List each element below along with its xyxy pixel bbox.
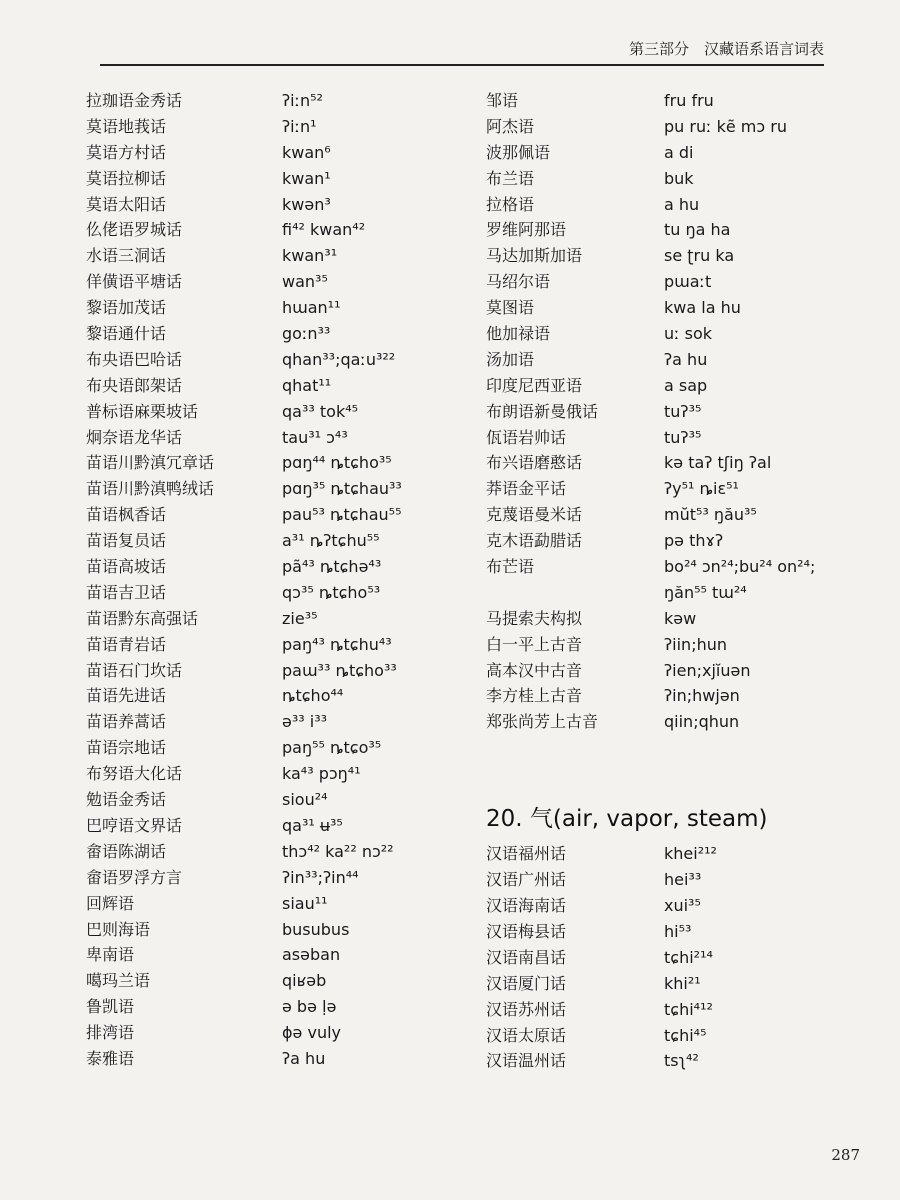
running-header bbox=[100, 30, 824, 66]
word-form: pau⁵³ ȵtɕhau⁵⁵ bbox=[282, 505, 402, 525]
language-name: 水语三洞话 bbox=[86, 246, 167, 266]
entry-row bbox=[86, 606, 466, 632]
word-form: siau¹¹ bbox=[282, 893, 328, 913]
word-form: tuʔ³⁵ bbox=[664, 401, 702, 421]
entry-row bbox=[86, 813, 466, 839]
entry-row bbox=[86, 580, 466, 606]
language-name: 布兴语磨憨话 bbox=[486, 453, 583, 473]
entry-row bbox=[86, 942, 466, 968]
word-form: ʔa hu bbox=[664, 349, 708, 369]
language-name: 佤语岩帅话 bbox=[486, 427, 567, 447]
language-name: 布努语大化话 bbox=[86, 764, 183, 784]
entry-row bbox=[486, 919, 866, 945]
entry-row bbox=[486, 945, 866, 971]
word-form: ʔin³³;ʔin⁴⁴ bbox=[282, 867, 359, 887]
word-form: uː sok bbox=[664, 324, 713, 344]
entry-row bbox=[486, 1023, 866, 1049]
entry-row bbox=[86, 839, 466, 865]
word-form: wan³⁵ bbox=[282, 272, 328, 292]
word-form: siou²⁴ bbox=[282, 790, 328, 810]
entry-row bbox=[486, 450, 866, 476]
entry-row bbox=[86, 88, 466, 114]
word-form: hi⁵³ bbox=[664, 921, 692, 941]
entry-row bbox=[486, 867, 866, 893]
word-form: kwan¹ bbox=[282, 168, 331, 188]
word-form: qhan³³;qaːu³²² bbox=[282, 349, 396, 369]
entry-row bbox=[486, 893, 866, 919]
language-name: 高本汉中古音 bbox=[486, 660, 583, 680]
entry-row bbox=[486, 425, 866, 451]
language-name: 苗语川黔滇鸭绒话 bbox=[86, 479, 215, 499]
word-form: tau³¹ ɔ⁴³ bbox=[282, 427, 348, 447]
word-form: a sap bbox=[664, 375, 708, 395]
language-name: 拉格语 bbox=[486, 194, 535, 214]
language-name: 苗语青岩话 bbox=[86, 634, 167, 654]
language-name: 莫语太阳话 bbox=[86, 194, 167, 214]
word-form: a hu bbox=[664, 194, 700, 214]
word-form: qɔ³⁵ ȵtɕho⁵³ bbox=[282, 582, 381, 602]
language-name: 汉语苏州话 bbox=[486, 999, 567, 1019]
language-name: 巴哼语文界话 bbox=[86, 815, 183, 835]
language-name: 鲁凯语 bbox=[86, 997, 135, 1017]
entry-row bbox=[86, 321, 466, 347]
entry-row bbox=[486, 1048, 866, 1074]
language-name: 排湾语 bbox=[86, 1023, 135, 1043]
entry-row bbox=[86, 192, 466, 218]
entry-row bbox=[86, 269, 466, 295]
language-name: 苗语川黔滇冗章话 bbox=[86, 453, 215, 473]
entry-row bbox=[86, 114, 466, 140]
language-name: 布芒语 bbox=[486, 557, 535, 577]
language-name: 克蔑语曼米话 bbox=[486, 505, 583, 525]
language-name: 苗语宗地话 bbox=[86, 738, 167, 758]
language-name: 布兰语 bbox=[486, 168, 535, 188]
word-form: pə thɤʔ bbox=[664, 531, 724, 551]
word-form: kwən³ bbox=[282, 194, 331, 214]
section-title: 20. 气(air, vapor, steam) bbox=[486, 806, 768, 833]
language-name: 莫语方村话 bbox=[86, 142, 167, 162]
entry-row bbox=[486, 658, 866, 684]
entry-row bbox=[86, 347, 466, 373]
word-form: khi²¹ bbox=[664, 973, 701, 993]
word-form: qhat¹¹ bbox=[282, 375, 332, 395]
word-form: ə bə ḷə bbox=[282, 997, 337, 1017]
entry-row bbox=[86, 1046, 466, 1072]
entry-row bbox=[486, 243, 866, 269]
language-name: 汉语海南话 bbox=[486, 896, 567, 916]
language-name: 拉珈语金秀话 bbox=[86, 91, 183, 110]
word-form: kəw bbox=[664, 608, 697, 628]
word-form: ʔiːn¹ bbox=[282, 116, 317, 136]
word-form: pɑŋ³⁵ ȵtɕhau³³ bbox=[282, 479, 402, 499]
entry-row bbox=[486, 709, 866, 735]
entry-row bbox=[86, 761, 466, 787]
language-name: 苗语枫香话 bbox=[86, 505, 167, 525]
word-form: khei²¹² bbox=[664, 844, 717, 864]
language-name: 汉语太原话 bbox=[486, 1025, 567, 1045]
entry-row bbox=[486, 632, 866, 658]
word-form: qiin;qhun bbox=[664, 712, 740, 732]
word-form: asəban bbox=[282, 945, 341, 965]
word-form: paŋ⁵⁵ ȵtɕo³⁵ bbox=[282, 738, 382, 758]
language-name: 李方桂上古音 bbox=[486, 686, 583, 706]
entry-row bbox=[486, 476, 866, 502]
word-form: kwan³¹ bbox=[282, 246, 338, 266]
word-form: ɸə vuly bbox=[282, 1023, 342, 1043]
word-form: kwan⁶ bbox=[282, 142, 331, 162]
language-name: 炯奈语龙华话 bbox=[86, 427, 183, 447]
entry-row bbox=[486, 347, 866, 373]
entry-row bbox=[86, 891, 466, 917]
word-form: ka⁴³ pɔŋ⁴¹ bbox=[282, 764, 361, 784]
entry-row bbox=[486, 140, 866, 166]
page-number: 287 bbox=[831, 1146, 860, 1164]
word-form: ŋăn⁵⁵ tɯ²⁴ bbox=[664, 582, 747, 602]
language-name: 苗语先进话 bbox=[86, 686, 167, 706]
word-form: buk bbox=[664, 168, 694, 188]
word-form: tɕhi²¹⁴ bbox=[664, 947, 713, 967]
entry-row bbox=[486, 528, 866, 554]
entry-row bbox=[86, 994, 466, 1020]
header-rule bbox=[100, 64, 824, 66]
word-form: pu ruː kẽ mɔ ru bbox=[664, 116, 787, 136]
right-column bbox=[486, 88, 866, 1074]
language-name: 苗语黔东高强话 bbox=[86, 608, 199, 628]
entry-row bbox=[86, 166, 466, 192]
word-form: zie³⁵ bbox=[282, 608, 318, 628]
word-form: tu ŋa ha bbox=[664, 220, 731, 240]
word-form: a³¹ ȵʔtɕhu⁵⁵ bbox=[282, 531, 380, 551]
entry-row bbox=[486, 217, 866, 243]
entry-row bbox=[486, 971, 866, 997]
entry-row bbox=[486, 554, 866, 580]
language-name: 马达加斯加语 bbox=[486, 246, 583, 266]
word-form: fi⁴² kwan⁴² bbox=[282, 220, 366, 240]
entry-row bbox=[86, 450, 466, 476]
entry-row bbox=[486, 269, 866, 295]
entry-row bbox=[86, 917, 466, 943]
entry-row bbox=[86, 1020, 466, 1046]
entry-row bbox=[86, 865, 466, 891]
word-form: kə taʔ tʃiŋ ʔal bbox=[664, 453, 772, 473]
word-form: tɕhi⁴¹² bbox=[664, 999, 713, 1019]
language-name: 马绍尔语 bbox=[486, 272, 551, 292]
language-name: 汉语福州话 bbox=[486, 844, 567, 864]
word-form: pã⁴³ ȵtɕhə⁴³ bbox=[282, 557, 382, 577]
entry-row bbox=[486, 606, 866, 632]
entry-row bbox=[86, 399, 466, 425]
language-name: 汉语广州话 bbox=[486, 870, 567, 890]
language-name: 黎语通什话 bbox=[86, 324, 167, 344]
word-form: hɯan¹¹ bbox=[282, 298, 341, 318]
entry-row bbox=[86, 295, 466, 321]
language-name: 苗语高坡话 bbox=[86, 557, 167, 577]
language-name: 汉语南昌话 bbox=[486, 947, 567, 967]
word-form: mŭt⁵³ ŋău³⁵ bbox=[664, 505, 757, 525]
entry-row bbox=[486, 841, 866, 867]
language-name: 莽语金平话 bbox=[486, 479, 567, 499]
entry-row bbox=[86, 968, 466, 994]
word-form: ʔa hu bbox=[282, 1048, 326, 1068]
entry-row bbox=[86, 709, 466, 735]
entry-row bbox=[86, 425, 466, 451]
entry-row bbox=[486, 295, 866, 321]
entry-row bbox=[486, 399, 866, 425]
language-name: 仫佬语罗城话 bbox=[86, 220, 183, 240]
entry-row bbox=[86, 528, 466, 554]
word-form: paɯ³³ ȵtɕho³³ bbox=[282, 660, 397, 680]
word-form: tuʔ³⁵ bbox=[664, 427, 702, 447]
language-name: 卑南语 bbox=[86, 945, 135, 965]
language-name: 莫语拉柳话 bbox=[86, 168, 167, 188]
word-form: ʔien;xjĭuən bbox=[664, 660, 751, 680]
word-form: pɯaːt bbox=[664, 272, 712, 292]
entry-row bbox=[486, 373, 866, 399]
header-title: 第三部分 汉藏语系语言词表 bbox=[628, 40, 824, 58]
language-name: 马提索夫构拟 bbox=[486, 608, 583, 628]
entry-row bbox=[86, 554, 466, 580]
language-name: 阿杰语 bbox=[486, 116, 535, 136]
word-form: se ʈru ka bbox=[664, 246, 735, 266]
entry-row bbox=[86, 217, 466, 243]
language-name: 畲语罗浮方言 bbox=[86, 867, 183, 887]
language-name: 莫语地莪话 bbox=[86, 116, 167, 136]
word-form: hei³³ bbox=[664, 870, 702, 890]
entry-row bbox=[86, 243, 466, 269]
word-form: goːn³³ bbox=[282, 324, 331, 344]
right-entry-list bbox=[486, 88, 866, 735]
word-form: kwa la hu bbox=[664, 298, 741, 318]
entry-row bbox=[486, 88, 866, 114]
word-form: qiʁəb bbox=[282, 971, 327, 991]
word-form: ȵtɕho⁴⁴ bbox=[282, 686, 344, 706]
word-form: tsʅ⁴² bbox=[664, 1051, 699, 1071]
language-name: 勉语金秀话 bbox=[86, 790, 167, 810]
language-name: 泰雅语 bbox=[86, 1048, 135, 1068]
word-form: busubus bbox=[282, 919, 350, 939]
word-form: thɔ⁴² ka²² nɔ²² bbox=[282, 841, 394, 861]
language-name: 布朗语新曼俄话 bbox=[486, 401, 599, 421]
language-name: 普标语麻栗坡话 bbox=[86, 401, 199, 421]
entry-row bbox=[486, 166, 866, 192]
entry-row bbox=[486, 997, 866, 1023]
word-form: ʔy⁵¹ ȵiɛ⁵¹ bbox=[664, 479, 739, 499]
left-column bbox=[86, 88, 466, 1072]
word-form: tɕhi⁴⁵ bbox=[664, 1025, 707, 1045]
entry-row bbox=[486, 502, 866, 528]
language-name: 巴则海语 bbox=[86, 919, 151, 939]
entry-row bbox=[86, 735, 466, 761]
language-name: 汉语温州话 bbox=[486, 1051, 567, 1071]
language-name: 莫图语 bbox=[486, 298, 535, 318]
entry-row bbox=[86, 476, 466, 502]
entry-row bbox=[486, 580, 866, 606]
language-name: 他加禄语 bbox=[486, 324, 551, 344]
word-form: ʔiin;hun bbox=[664, 634, 728, 654]
word-form: a di bbox=[664, 142, 694, 162]
language-name: 邹语 bbox=[486, 91, 519, 110]
language-name: 畲语陈湖话 bbox=[86, 841, 167, 861]
entry-row bbox=[86, 632, 466, 658]
word-form: ʔin;hwjən bbox=[664, 686, 740, 706]
language-name: 印度尼西亚语 bbox=[486, 375, 583, 395]
language-name: 汤加语 bbox=[486, 349, 535, 369]
word-form: qa³³ tok⁴⁵ bbox=[282, 401, 359, 421]
language-name: 克木语勐腊话 bbox=[486, 531, 583, 551]
word-form: ə³³ i³³ bbox=[282, 712, 328, 732]
word-form: qa³¹ ʉ³⁵ bbox=[282, 815, 343, 835]
section-entry-list bbox=[486, 841, 866, 1074]
entry-row bbox=[486, 683, 866, 709]
language-name: 佯僙语平塘话 bbox=[86, 272, 183, 292]
word-form: ʔiːn⁵² bbox=[282, 91, 323, 110]
entry-row bbox=[86, 787, 466, 813]
language-name: 苗语养蒿话 bbox=[86, 712, 167, 732]
language-name: 布央语巴哈话 bbox=[86, 349, 183, 369]
language-name: 噶玛兰语 bbox=[86, 971, 151, 991]
entry-row bbox=[86, 658, 466, 684]
language-name: 苗语吉卫话 bbox=[86, 582, 167, 602]
word-form: bo²⁴ ɔn²⁴;bu²⁴ on²⁴; bbox=[664, 557, 816, 577]
word-form: pɑŋ⁴⁴ ȵtɕho³⁵ bbox=[282, 453, 392, 473]
language-name: 汉语梅县话 bbox=[486, 921, 567, 941]
language-name: 苗语复员话 bbox=[86, 531, 167, 551]
word-form: paŋ⁴³ ȵtɕhu⁴³ bbox=[282, 634, 392, 654]
entry-row bbox=[486, 114, 866, 140]
entry-row bbox=[486, 321, 866, 347]
entry-row bbox=[86, 140, 466, 166]
language-name: 波那佩语 bbox=[486, 142, 551, 162]
language-name: 白一平上古音 bbox=[486, 634, 583, 654]
language-name: 布央语郎架话 bbox=[86, 375, 183, 395]
language-name: 汉语厦门话 bbox=[486, 973, 567, 993]
language-name: 回辉语 bbox=[86, 893, 135, 913]
entry-row bbox=[86, 683, 466, 709]
entry-row bbox=[86, 502, 466, 528]
entry-row bbox=[86, 373, 466, 399]
word-form: fru fru bbox=[664, 91, 714, 110]
entry-row bbox=[486, 192, 866, 218]
language-name: 郑张尚芳上古音 bbox=[486, 712, 599, 732]
language-name: 黎语加茂话 bbox=[86, 298, 167, 318]
language-name: 罗维阿那语 bbox=[486, 220, 567, 240]
word-form: xui³⁵ bbox=[664, 896, 701, 916]
language-name: 苗语石门坎话 bbox=[86, 660, 183, 680]
